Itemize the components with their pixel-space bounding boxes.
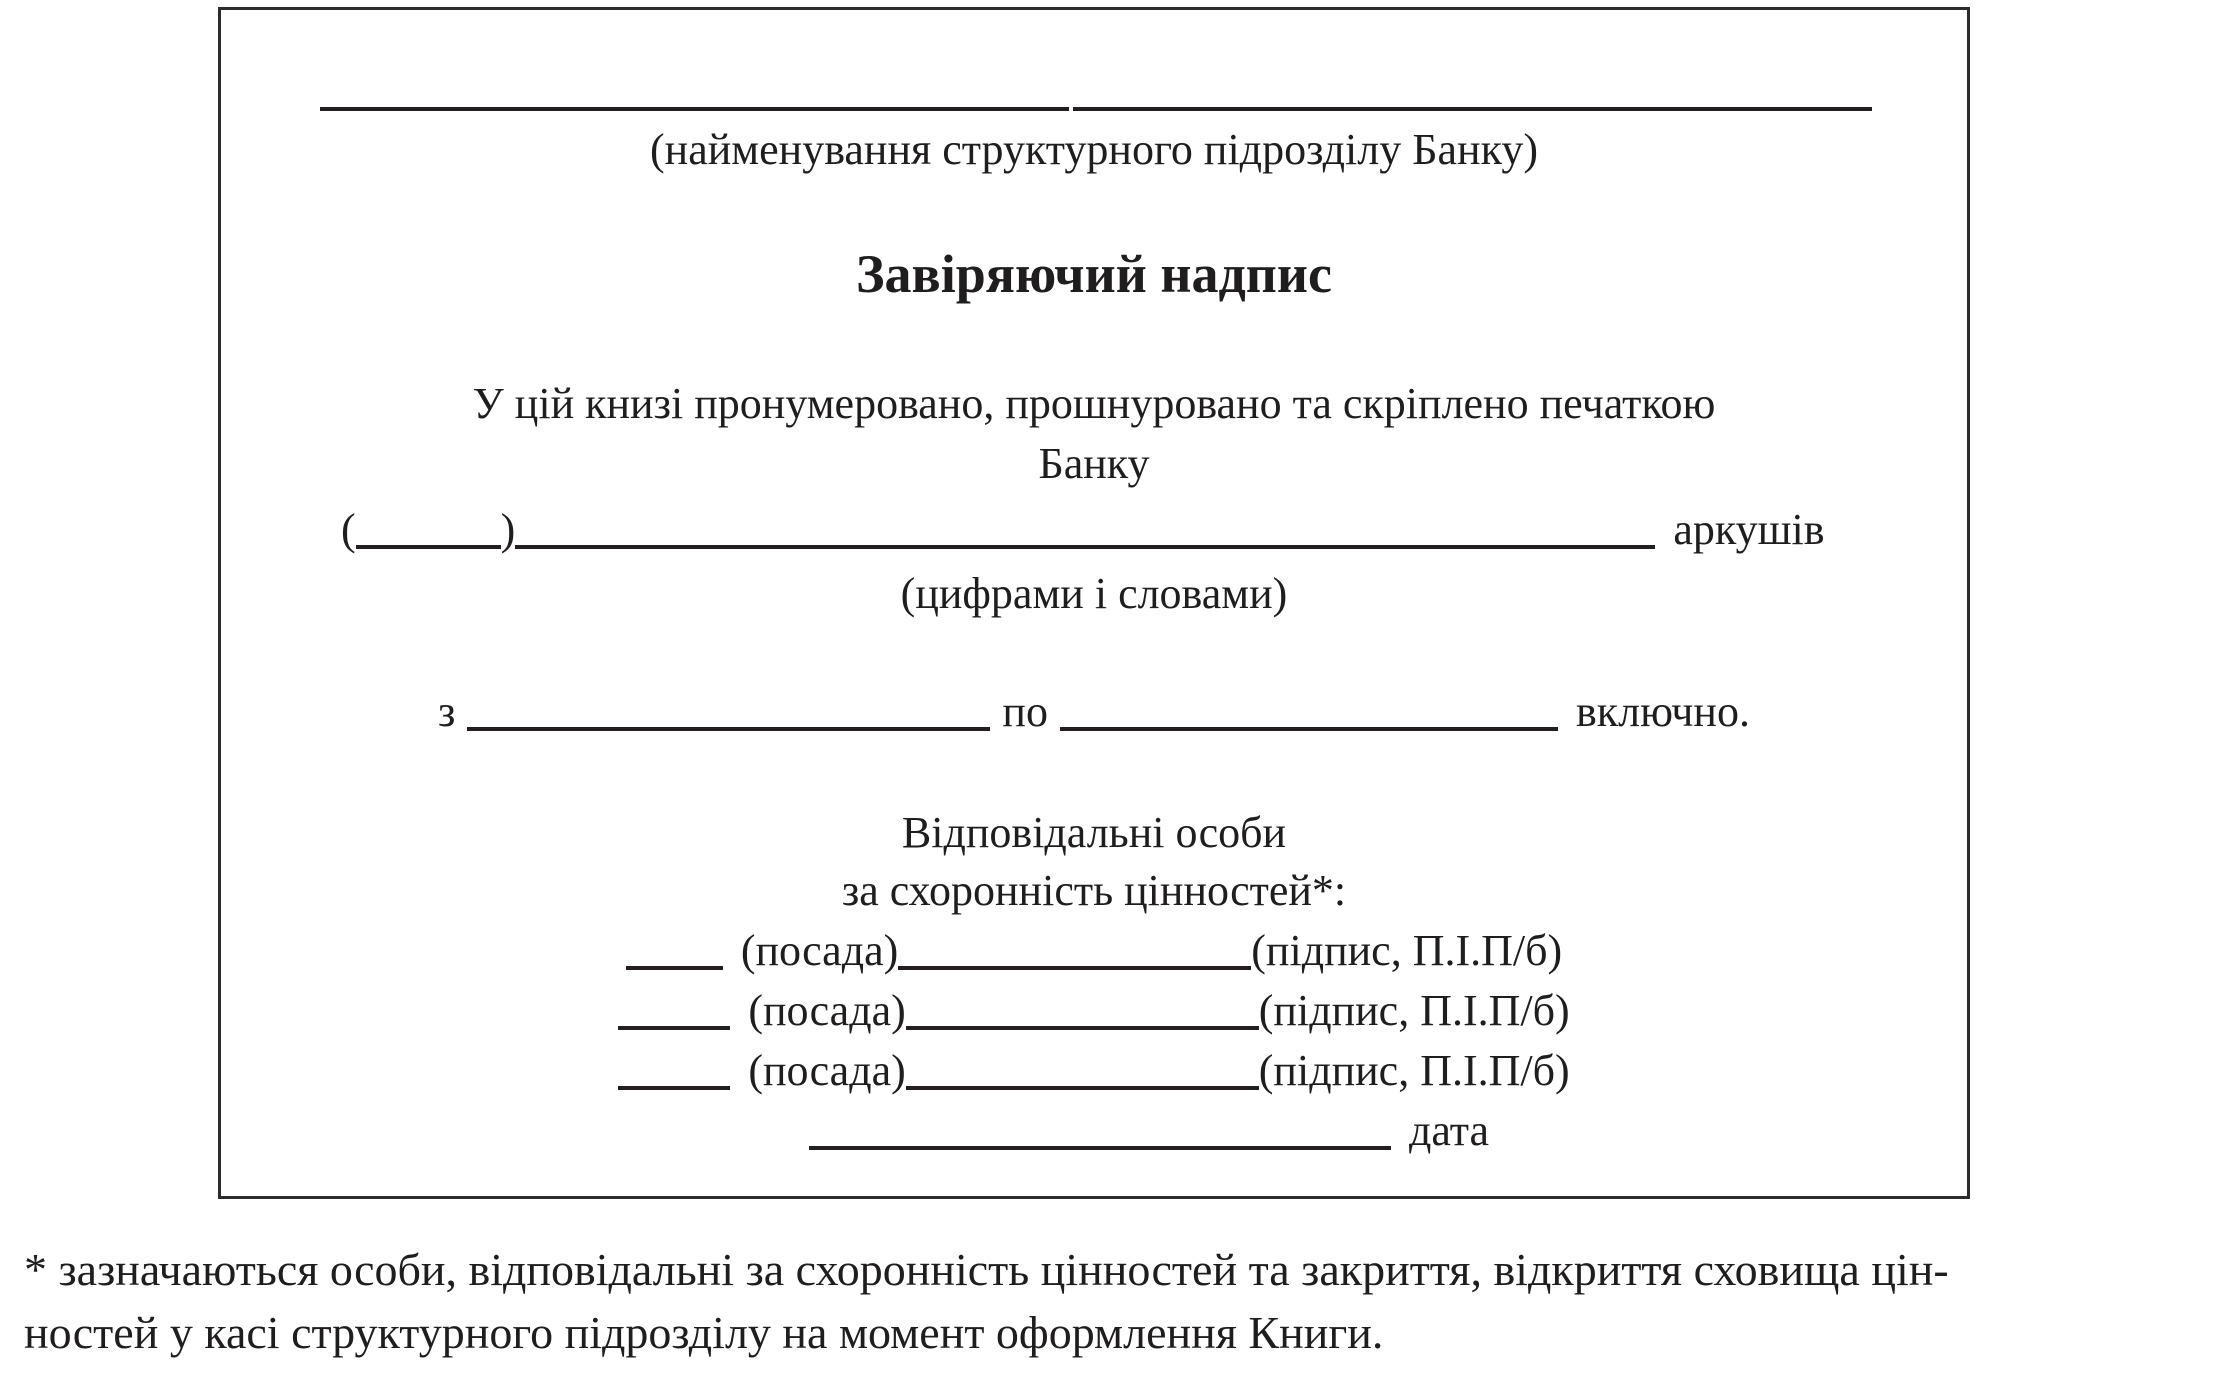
signature-blank [898,966,1251,970]
signature-blank [906,1026,1259,1030]
range-from-blank [467,727,990,731]
subdivision-name-caption: (найменування структурного підрозділу Банку) [650,125,1538,174]
sheets-words-blank [515,545,1655,549]
row-number-blank [618,1026,730,1030]
responsible-row [221,923,1967,979]
position-label: (посада) [748,986,906,1035]
form-title: Завіряючий надпис [856,244,1332,304]
responsible-row [221,983,1967,1039]
sheets-close-paren: ) [500,505,516,554]
sheets-caption: (цифрами і словами) [900,569,1288,618]
date-blank [809,1146,1391,1150]
position-label: (посада) [740,926,899,975]
date-label: дата [1408,1106,1490,1155]
range-to-blank [1060,727,1558,731]
footnote-line-2: ностей у касі структурного підрозділу на момент оформлення Книги. [24,1307,1384,1358]
subdivision-name-blank-line-right [1073,107,1872,111]
range-to-label: по [1002,687,1048,736]
subdivision-name-blank-line-left [320,107,1069,111]
range-from-label: з [438,687,456,736]
sheets-row [221,502,2087,558]
signature-label: (підпис, П.І.П/б) [1258,986,1570,1035]
position-label: (посада) [748,1046,906,1095]
signature-label: (підпис, П.І.П/б) [1251,926,1563,975]
form-box [218,7,1970,1199]
responsible-heading-line-2: за схоронність цінностей*: [841,866,1347,915]
sheets-open-paren: ( [341,505,356,554]
responsible-row [221,1043,1967,1099]
range-row [221,684,1967,740]
footnote-line-1: * зазначаються особи, відповідальні за схоронність цінностей та закриття, відкриття сховища цін- [24,1244,1949,1295]
statement-line-1: У цій книзі пронумеровано, прошнуровано та скріплено печаткою [472,379,1716,428]
row-number-blank [618,1086,730,1090]
row-number-blank [626,966,723,970]
range-inclusive-label: включно. [1575,687,1750,736]
sheets-count-blank [356,545,501,549]
responsible-heading-line-1: Відповідальні особи [901,808,1287,857]
sheets-suffix-label: аркушів [1673,505,1825,554]
date-row [221,1103,1967,1159]
signature-blank [906,1086,1259,1090]
statement-line-2: Банку [1038,439,1150,488]
footnote [24,1238,2214,1364]
signature-label: (підпис, П.І.П/б) [1258,1046,1570,1095]
